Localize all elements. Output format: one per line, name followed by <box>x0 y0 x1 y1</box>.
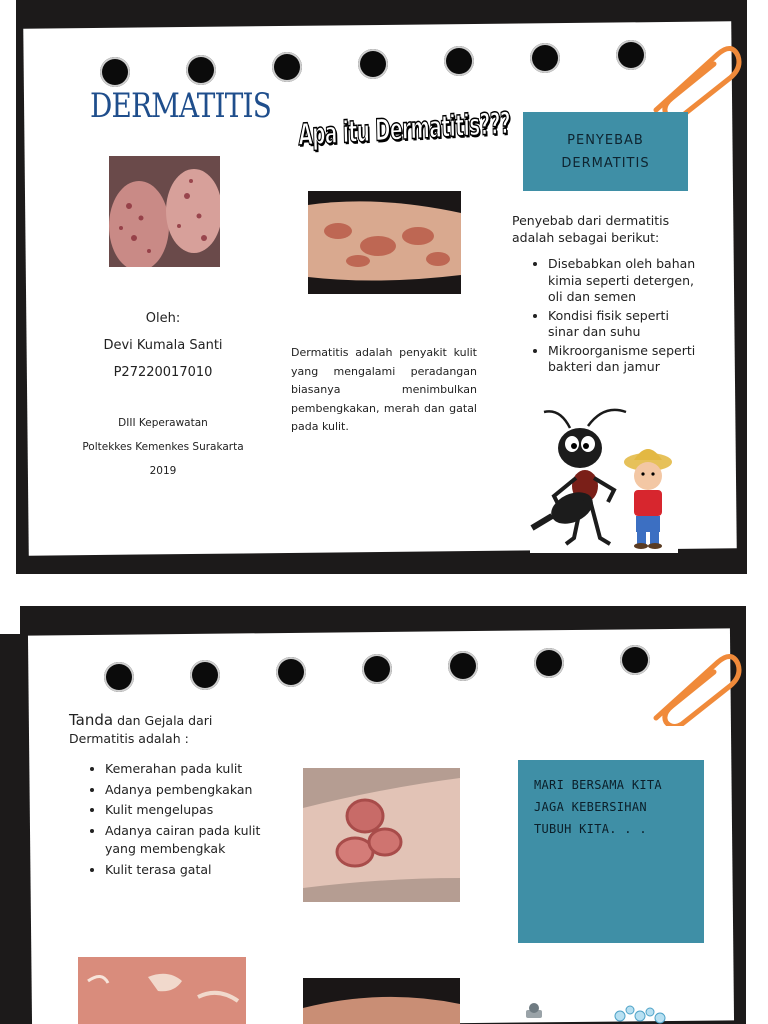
section-title-what-is: Apa itu Dermatitis??? <box>298 106 511 153</box>
ant-and-farmer-cartoon <box>530 398 678 553</box>
list-item: • Kemerahan pada kulit <box>105 760 267 779</box>
binder-hole-icon <box>616 40 646 70</box>
binder-hole-icon <box>444 46 474 76</box>
cause-intro: Penyebab dari dermatitis adalah sebagai berikut: <box>512 213 670 245</box>
binder-hole-icon <box>186 55 216 85</box>
cause-header-box <box>523 112 688 191</box>
list-item: • Kondisi fisik seperti sinar dan suhu <box>548 308 700 341</box>
binder-hole-icon <box>620 645 650 675</box>
hand-washing-cartoon <box>520 1000 680 1024</box>
dermatitis-leg-photo <box>308 191 461 294</box>
list-item: • Mikroorganisme seperti bakteri dan jamur <box>548 343 700 376</box>
binder-hole-icon <box>530 43 560 73</box>
page-title: DERMATITIS <box>90 86 271 126</box>
rash-arm-photo <box>303 768 460 902</box>
binder-hole-icon <box>448 651 478 681</box>
author-year: 2019 <box>149 465 177 477</box>
paperclip-icon <box>648 36 744 118</box>
binder-hole-icon <box>190 660 220 690</box>
signs-intro <box>69 711 259 748</box>
binder-hole-icon <box>362 654 392 684</box>
message-box <box>518 760 704 943</box>
list-item: • Disebabkan oleh bahan kimia seperti detergen, oli dan semen <box>548 256 700 306</box>
cause-header-text: PENYEBAB DERMATITIS <box>561 132 650 171</box>
signs-list <box>87 760 267 881</box>
signs-intro-rest: dan Gejala dari Dermatitis adalah : <box>69 713 213 746</box>
binder-hole-icon <box>358 49 388 79</box>
author-name: Devi Kumala Santi <box>103 338 223 353</box>
list-item: • Kulit terasa gatal <box>105 861 267 880</box>
cause-list <box>530 256 700 378</box>
dermatitis-feet-photo <box>109 156 220 267</box>
list-item: • Adanya cairan pada kulit yang membengkak <box>105 822 267 859</box>
author-label: Oleh: <box>145 311 181 326</box>
definition-text: Dermatitis adalah penyakit kulit yang mengalami peradangan biasanya menimbulkan pembengkakan, merah dan gatal pada kulit. <box>291 346 477 433</box>
binder-hole-icon <box>272 52 302 82</box>
message-text: MARI BERSAMA KITA JAGA KEBERSIHAN TUBUH KITA. . . <box>534 778 662 836</box>
author-institution: Poltekkes Kemenkes Surakarta <box>82 441 244 453</box>
dermatitis-leg-photo-2 <box>303 978 460 1024</box>
signs-intro-lead: Tanda <box>69 711 114 729</box>
peeling-skin-photo <box>78 957 246 1024</box>
author-nim: P27220017010 <box>113 365 213 380</box>
binder-hole-icon <box>104 662 134 692</box>
author-program: DIII Keperawatan <box>118 417 208 429</box>
list-item: • Adanya pembengkakan <box>105 781 267 800</box>
binder-hole-icon <box>276 657 306 687</box>
binder-hole-icon <box>100 57 130 87</box>
binder-hole-icon <box>534 648 564 678</box>
list-item: • Kulit mengelupas <box>105 801 267 820</box>
paperclip-icon <box>648 644 744 726</box>
